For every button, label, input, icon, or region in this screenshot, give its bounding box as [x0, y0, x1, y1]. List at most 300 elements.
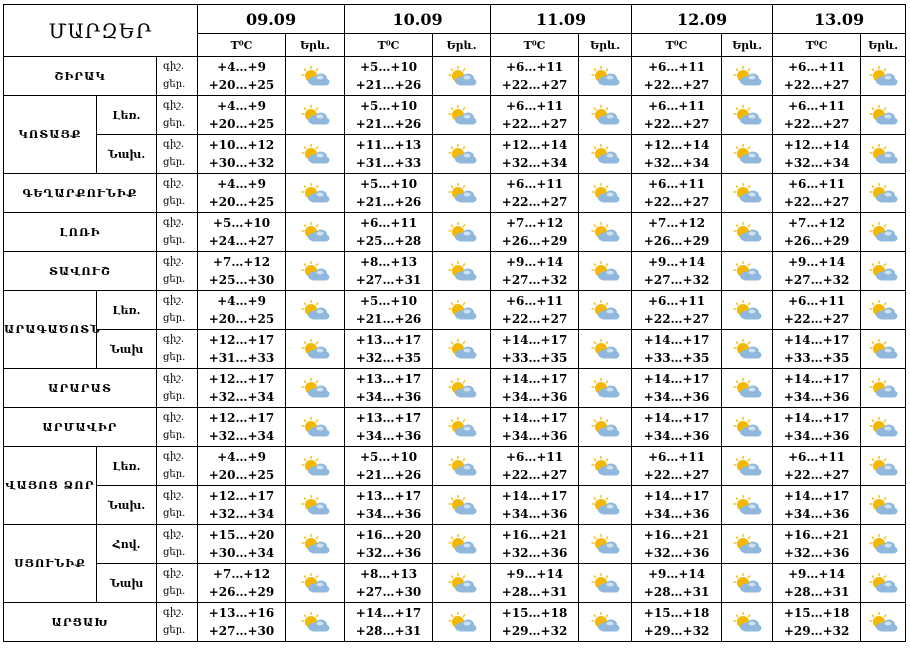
- day-temperature: +34…+36: [643, 507, 710, 521]
- partly-cloudy-sun-icon: [732, 534, 762, 553]
- night-temperature: +5…+10: [359, 99, 418, 113]
- region-name: ԱՐԱԳԱԾՈՏՆ: [4, 291, 97, 369]
- day-temperature: +22…+27: [783, 195, 850, 209]
- region-name: ԼՈՌԻ: [4, 213, 157, 252]
- table-row: [4, 486, 906, 525]
- partly-cloudy-sun-icon: [732, 183, 762, 202]
- weather-cell: [861, 564, 906, 603]
- weather-cell: [286, 486, 345, 525]
- night-temperature: +7…+12: [505, 216, 564, 230]
- day-night-labels: [157, 408, 198, 447]
- day-temperature: +22…+27: [501, 468, 568, 482]
- day-night-labels: [157, 135, 198, 174]
- temperature-cell: [198, 330, 286, 369]
- night-temperature: +12…+14: [501, 138, 568, 152]
- subregion-label: Լեռ.: [97, 96, 157, 135]
- night-temperature: +4…+9: [217, 450, 266, 464]
- day-temperature: +34…+36: [783, 390, 850, 404]
- night-label: գիշ.: [163, 295, 185, 306]
- table-row: [4, 252, 906, 291]
- weather-column-header: Երև.: [861, 34, 906, 57]
- partly-cloudy-sun-icon: [300, 534, 330, 553]
- partly-cloudy-sun-icon: [590, 300, 620, 319]
- night-temperature: +14…+17: [783, 411, 850, 425]
- day-temperature: +34…+36: [643, 429, 710, 443]
- night-temperature: +4…+9: [217, 60, 266, 74]
- night-temperature: +6…+11: [647, 60, 706, 74]
- day-temperature: +20…+25: [208, 312, 275, 326]
- partly-cloudy-sun-icon: [590, 417, 620, 436]
- partly-cloudy-sun-icon: [732, 573, 762, 592]
- weather-cell: [286, 525, 345, 564]
- temperature-cell: [491, 174, 579, 213]
- night-temperature: +13…+16: [208, 606, 275, 620]
- night-temperature: +14…+17: [643, 333, 710, 347]
- partly-cloudy-sun-icon: [300, 495, 330, 514]
- night-temperature: +15…+20: [208, 528, 275, 542]
- weather-cell: [861, 135, 906, 174]
- night-label: գիշ.: [163, 100, 185, 111]
- day-temperature: +20…+25: [208, 468, 275, 482]
- header-dates-row: [4, 5, 906, 34]
- temperature-cell: [345, 213, 433, 252]
- night-temperature: +13…+17: [355, 333, 422, 347]
- night-temperature: +8…+13: [359, 255, 418, 269]
- night-label: գիշ.: [163, 256, 185, 267]
- partly-cloudy-sun-icon: [300, 261, 330, 280]
- day-temperature: +26…+29: [643, 234, 710, 248]
- day-temperature: +32…+36: [783, 546, 850, 560]
- night-temperature: +6…+11: [787, 450, 846, 464]
- day-temperature: +22…+27: [783, 312, 850, 326]
- temperature-cell: [198, 486, 286, 525]
- weather-cell: [861, 96, 906, 135]
- day-temperature: +32…+34: [643, 156, 710, 170]
- night-temperature: +6…+11: [647, 99, 706, 113]
- weather-cell: [286, 369, 345, 408]
- table-row: [4, 291, 906, 330]
- temperature-cell: [632, 252, 722, 291]
- weather-cell: [861, 291, 906, 330]
- temperature-cell: [198, 603, 286, 642]
- night-temperature: +14…+17: [783, 372, 850, 386]
- weather-cell: [286, 603, 345, 642]
- day-temperature: +22…+27: [643, 468, 710, 482]
- weather-cell: [579, 369, 632, 408]
- partly-cloudy-sun-icon: [300, 456, 330, 475]
- temperature-cell: [491, 564, 579, 603]
- weather-cell: [722, 525, 773, 564]
- partly-cloudy-sun-icon: [447, 300, 477, 319]
- partly-cloudy-sun-icon: [868, 300, 898, 319]
- subregion-label: Լեռ.: [97, 447, 157, 486]
- temperature-cell: [632, 564, 722, 603]
- night-label: գիշ.: [163, 451, 185, 462]
- partly-cloudy-sun-icon: [868, 222, 898, 241]
- partly-cloudy-sun-icon: [300, 222, 330, 241]
- partly-cloudy-sun-icon: [590, 261, 620, 280]
- forecast-table-container: [3, 4, 905, 657]
- weather-cell: [722, 603, 773, 642]
- partly-cloudy-sun-icon: [447, 417, 477, 436]
- partly-cloudy-sun-icon: [300, 417, 330, 436]
- day-temperature: +34…+36: [355, 507, 422, 521]
- weather-cell: [433, 291, 491, 330]
- night-temperature: +4…+9: [217, 294, 266, 308]
- day-temperature: +26…+29: [783, 234, 850, 248]
- temperature-cell: [632, 330, 722, 369]
- night-temperature: +6…+11: [647, 450, 706, 464]
- weather-column-header: Երև.: [286, 34, 345, 57]
- day-temperature: +26…+29: [208, 585, 275, 599]
- day-temperature: +27…+32: [643, 273, 710, 287]
- regions-header: ՄԱՐԶԵՐ: [4, 5, 198, 57]
- night-temperature: +12…+17: [208, 489, 275, 503]
- day-temperature: +28…+31: [355, 624, 422, 638]
- table-row: [4, 135, 906, 174]
- partly-cloudy-sun-icon: [868, 495, 898, 514]
- day-temperature: +21…+26: [355, 117, 422, 131]
- night-temperature: +15…+18: [783, 606, 850, 620]
- weather-cell: [861, 447, 906, 486]
- temperature-cell: [773, 603, 861, 642]
- night-temperature: +13…+17: [355, 489, 422, 503]
- temperature-cell: [345, 564, 433, 603]
- date-header: 11.09: [491, 5, 632, 34]
- weather-cell: [722, 135, 773, 174]
- weather-cell: [286, 330, 345, 369]
- night-temperature: +14…+17: [355, 606, 422, 620]
- partly-cloudy-sun-icon: [590, 495, 620, 514]
- day-temperature: +20…+25: [208, 195, 275, 209]
- day-temperature: +22…+27: [643, 312, 710, 326]
- night-temperature: +16…+21: [501, 528, 568, 542]
- night-temperature: +13…+17: [355, 372, 422, 386]
- weather-cell: [433, 135, 491, 174]
- weather-cell: [722, 291, 773, 330]
- weather-column-header: Երև.: [579, 34, 632, 57]
- weather-column-header: Երև.: [433, 34, 491, 57]
- weather-cell: [722, 252, 773, 291]
- weather-cell: [579, 603, 632, 642]
- day-temperature: +21…+26: [355, 195, 422, 209]
- night-temperature: +9…+14: [647, 255, 706, 269]
- night-temperature: +14…+17: [643, 489, 710, 503]
- day-night-labels: [157, 213, 198, 252]
- day-label: ցեր.: [163, 235, 186, 246]
- night-temperature: +6…+11: [647, 177, 706, 191]
- temperature-cell: [345, 135, 433, 174]
- temperature-cell: [773, 369, 861, 408]
- partly-cloudy-sun-icon: [590, 183, 620, 202]
- partly-cloudy-sun-icon: [300, 144, 330, 163]
- temperature-cell: [345, 603, 433, 642]
- partly-cloudy-sun-icon: [868, 573, 898, 592]
- night-temperature: +14…+17: [501, 489, 568, 503]
- temperature-cell: [632, 213, 722, 252]
- temperature-cell: [345, 291, 433, 330]
- night-temperature: +9…+14: [787, 567, 846, 581]
- night-temperature: +6…+11: [647, 294, 706, 308]
- day-temperature: +30…+34: [208, 546, 275, 560]
- day-label: ցեր.: [163, 118, 186, 129]
- night-temperature: +4…+9: [217, 177, 266, 191]
- region-name: ՎԱՅՈՑ ՁՈՐ: [4, 447, 97, 525]
- weather-cell: [722, 408, 773, 447]
- weather-cell: [579, 291, 632, 330]
- temperature-cell: [491, 408, 579, 447]
- temperature-cell: [632, 525, 722, 564]
- day-temperature: +22…+27: [783, 78, 850, 92]
- night-label: գիշ.: [163, 568, 185, 579]
- night-temperature: +14…+17: [783, 333, 850, 347]
- day-temperature: +34…+36: [355, 429, 422, 443]
- weather-cell: [861, 486, 906, 525]
- table-row: [4, 603, 906, 642]
- temperature-cell: [632, 486, 722, 525]
- temperature-cell: [491, 603, 579, 642]
- partly-cloudy-sun-icon: [447, 222, 477, 241]
- weather-cell: [722, 447, 773, 486]
- partly-cloudy-sun-icon: [300, 66, 330, 85]
- forecast-table: [3, 4, 906, 642]
- table-row: [4, 57, 906, 96]
- weather-cell: [722, 213, 773, 252]
- temp-column-header: T⁰C: [198, 34, 286, 57]
- temperature-cell: [632, 57, 722, 96]
- temperature-cell: [198, 57, 286, 96]
- partly-cloudy-sun-icon: [868, 261, 898, 280]
- weather-cell: [579, 57, 632, 96]
- partly-cloudy-sun-icon: [732, 144, 762, 163]
- night-label: գիշ.: [163, 529, 185, 540]
- day-label: ցեր.: [163, 547, 186, 558]
- weather-column-header: Երև.: [722, 34, 773, 57]
- day-temperature: +27…+30: [208, 624, 275, 638]
- night-temperature: +8…+13: [359, 567, 418, 581]
- temperature-cell: [632, 291, 722, 330]
- day-temperature: +32…+36: [355, 546, 422, 560]
- weather-cell: [286, 57, 345, 96]
- night-label: գիշ.: [163, 490, 185, 501]
- night-temperature: +6…+11: [505, 450, 564, 464]
- day-temperature: +32…+34: [208, 429, 275, 443]
- date-header: 12.09: [632, 5, 773, 34]
- partly-cloudy-sun-icon: [590, 612, 620, 631]
- temperature-cell: [345, 252, 433, 291]
- region-name: ՍՅՈՒՆԻՔ: [4, 525, 97, 603]
- subregion-label: Նախ.: [97, 135, 157, 174]
- weather-cell: [861, 213, 906, 252]
- day-night-labels: [157, 330, 198, 369]
- partly-cloudy-sun-icon: [732, 495, 762, 514]
- weather-cell: [722, 174, 773, 213]
- date-header: 09.09: [198, 5, 345, 34]
- weather-cell: [433, 408, 491, 447]
- day-temperature: +27…+32: [783, 273, 850, 287]
- day-temperature: +34…+36: [501, 429, 568, 443]
- night-temperature: +12…+17: [208, 333, 275, 347]
- temperature-cell: [773, 96, 861, 135]
- subregion-label: Նախ: [97, 564, 157, 603]
- day-temperature: +34…+36: [355, 390, 422, 404]
- temperature-cell: [773, 291, 861, 330]
- day-temperature: +34…+36: [643, 390, 710, 404]
- temperature-cell: [491, 330, 579, 369]
- subregion-label: Հով.: [97, 525, 157, 564]
- date-header: 13.09: [773, 5, 906, 34]
- night-temperature: +12…+14: [783, 138, 850, 152]
- day-temperature: +31…+33: [208, 351, 275, 365]
- weather-cell: [579, 252, 632, 291]
- night-label: գիշ.: [163, 373, 185, 384]
- night-temperature: +14…+17: [501, 372, 568, 386]
- weather-cell: [861, 252, 906, 291]
- weather-cell: [722, 369, 773, 408]
- partly-cloudy-sun-icon: [447, 534, 477, 553]
- night-temperature: +12…+14: [643, 138, 710, 152]
- weather-cell: [579, 447, 632, 486]
- partly-cloudy-sun-icon: [447, 105, 477, 124]
- day-temperature: +29…+32: [783, 624, 850, 638]
- day-night-labels: [157, 96, 198, 135]
- temperature-cell: [198, 174, 286, 213]
- day-label: ցեր.: [163, 157, 186, 168]
- weather-cell: [579, 525, 632, 564]
- night-temperature: +5…+10: [359, 177, 418, 191]
- temperature-cell: [773, 564, 861, 603]
- temperature-cell: [198, 564, 286, 603]
- day-label: ցեր.: [163, 469, 186, 480]
- day-temperature: +34…+36: [501, 390, 568, 404]
- day-temperature: +27…+32: [501, 273, 568, 287]
- day-temperature: +34…+36: [783, 507, 850, 521]
- temp-column-header: T⁰C: [345, 34, 433, 57]
- region-name: ԱՐՑԱԽ: [4, 603, 157, 642]
- partly-cloudy-sun-icon: [590, 222, 620, 241]
- day-label: ցեր.: [163, 430, 186, 441]
- temperature-cell: [198, 252, 286, 291]
- temperature-cell: [773, 213, 861, 252]
- day-temperature: +22…+27: [501, 117, 568, 131]
- day-label: ցեր.: [163, 508, 186, 519]
- day-temperature: +29…+32: [643, 624, 710, 638]
- temperature-cell: [491, 369, 579, 408]
- day-label: ցեր.: [163, 391, 186, 402]
- temperature-cell: [198, 408, 286, 447]
- partly-cloudy-sun-icon: [732, 612, 762, 631]
- weather-cell: [579, 486, 632, 525]
- table-row: [4, 174, 906, 213]
- weather-cell: [286, 174, 345, 213]
- partly-cloudy-sun-icon: [868, 144, 898, 163]
- temperature-cell: [345, 96, 433, 135]
- temperature-cell: [491, 213, 579, 252]
- night-temperature: +7…+12: [212, 255, 271, 269]
- temperature-cell: [198, 135, 286, 174]
- temperature-cell: [773, 447, 861, 486]
- temperature-cell: [632, 369, 722, 408]
- temperature-cell: [345, 447, 433, 486]
- partly-cloudy-sun-icon: [732, 300, 762, 319]
- temperature-cell: [632, 408, 722, 447]
- region-name: ՏԱՎՈՒՇ: [4, 252, 157, 291]
- region-name: ԳԵՂԱՐՔՈՒՆԻՔ: [4, 174, 157, 213]
- day-temperature: +27…+30: [355, 585, 422, 599]
- table-row: [4, 96, 906, 135]
- day-temperature: +29…+32: [501, 624, 568, 638]
- day-night-labels: [157, 291, 198, 330]
- day-temperature: +33…+35: [501, 351, 568, 365]
- weather-cell: [579, 330, 632, 369]
- day-temperature: +32…+34: [208, 507, 275, 521]
- temperature-cell: [773, 135, 861, 174]
- day-temperature: +26…+29: [501, 234, 568, 248]
- night-temperature: +10…+12: [208, 138, 275, 152]
- partly-cloudy-sun-icon: [447, 144, 477, 163]
- night-temperature: +9…+14: [647, 567, 706, 581]
- partly-cloudy-sun-icon: [868, 105, 898, 124]
- weather-cell: [579, 135, 632, 174]
- partly-cloudy-sun-icon: [868, 417, 898, 436]
- weather-cell: [433, 525, 491, 564]
- temperature-cell: [632, 447, 722, 486]
- day-night-labels: [157, 369, 198, 408]
- temperature-cell: [773, 252, 861, 291]
- day-temperature: +32…+34: [783, 156, 850, 170]
- night-temperature: +6…+11: [505, 99, 564, 113]
- temperature-cell: [773, 330, 861, 369]
- partly-cloudy-sun-icon: [447, 456, 477, 475]
- temperature-cell: [345, 174, 433, 213]
- day-temperature: +31…+33: [355, 156, 422, 170]
- partly-cloudy-sun-icon: [447, 261, 477, 280]
- day-temperature: +28…+31: [643, 585, 710, 599]
- table-row: [4, 447, 906, 486]
- weather-cell: [579, 174, 632, 213]
- day-label: ցեր.: [163, 586, 186, 597]
- night-temperature: +15…+18: [643, 606, 710, 620]
- night-temperature: +14…+17: [783, 489, 850, 503]
- day-temperature: +28…+31: [783, 585, 850, 599]
- temperature-cell: [773, 174, 861, 213]
- partly-cloudy-sun-icon: [447, 378, 477, 397]
- night-temperature: +14…+17: [643, 372, 710, 386]
- partly-cloudy-sun-icon: [447, 339, 477, 358]
- night-temperature: +14…+17: [501, 333, 568, 347]
- day-night-labels: [157, 447, 198, 486]
- weather-cell: [579, 213, 632, 252]
- partly-cloudy-sun-icon: [590, 66, 620, 85]
- day-temperature: +32…+34: [208, 390, 275, 404]
- weather-cell: [722, 564, 773, 603]
- weather-cell: [433, 486, 491, 525]
- weather-cell: [286, 447, 345, 486]
- weather-cell: [722, 57, 773, 96]
- day-temperature: +22…+27: [783, 117, 850, 131]
- partly-cloudy-sun-icon: [732, 417, 762, 436]
- night-label: գիշ.: [163, 217, 185, 228]
- partly-cloudy-sun-icon: [590, 534, 620, 553]
- night-temperature: +12…+17: [208, 411, 275, 425]
- temperature-cell: [491, 486, 579, 525]
- table-row: [4, 564, 906, 603]
- night-temperature: +7…+12: [212, 567, 271, 581]
- partly-cloudy-sun-icon: [732, 456, 762, 475]
- night-temperature: +16…+20: [355, 528, 422, 542]
- partly-cloudy-sun-icon: [868, 339, 898, 358]
- weather-cell: [579, 564, 632, 603]
